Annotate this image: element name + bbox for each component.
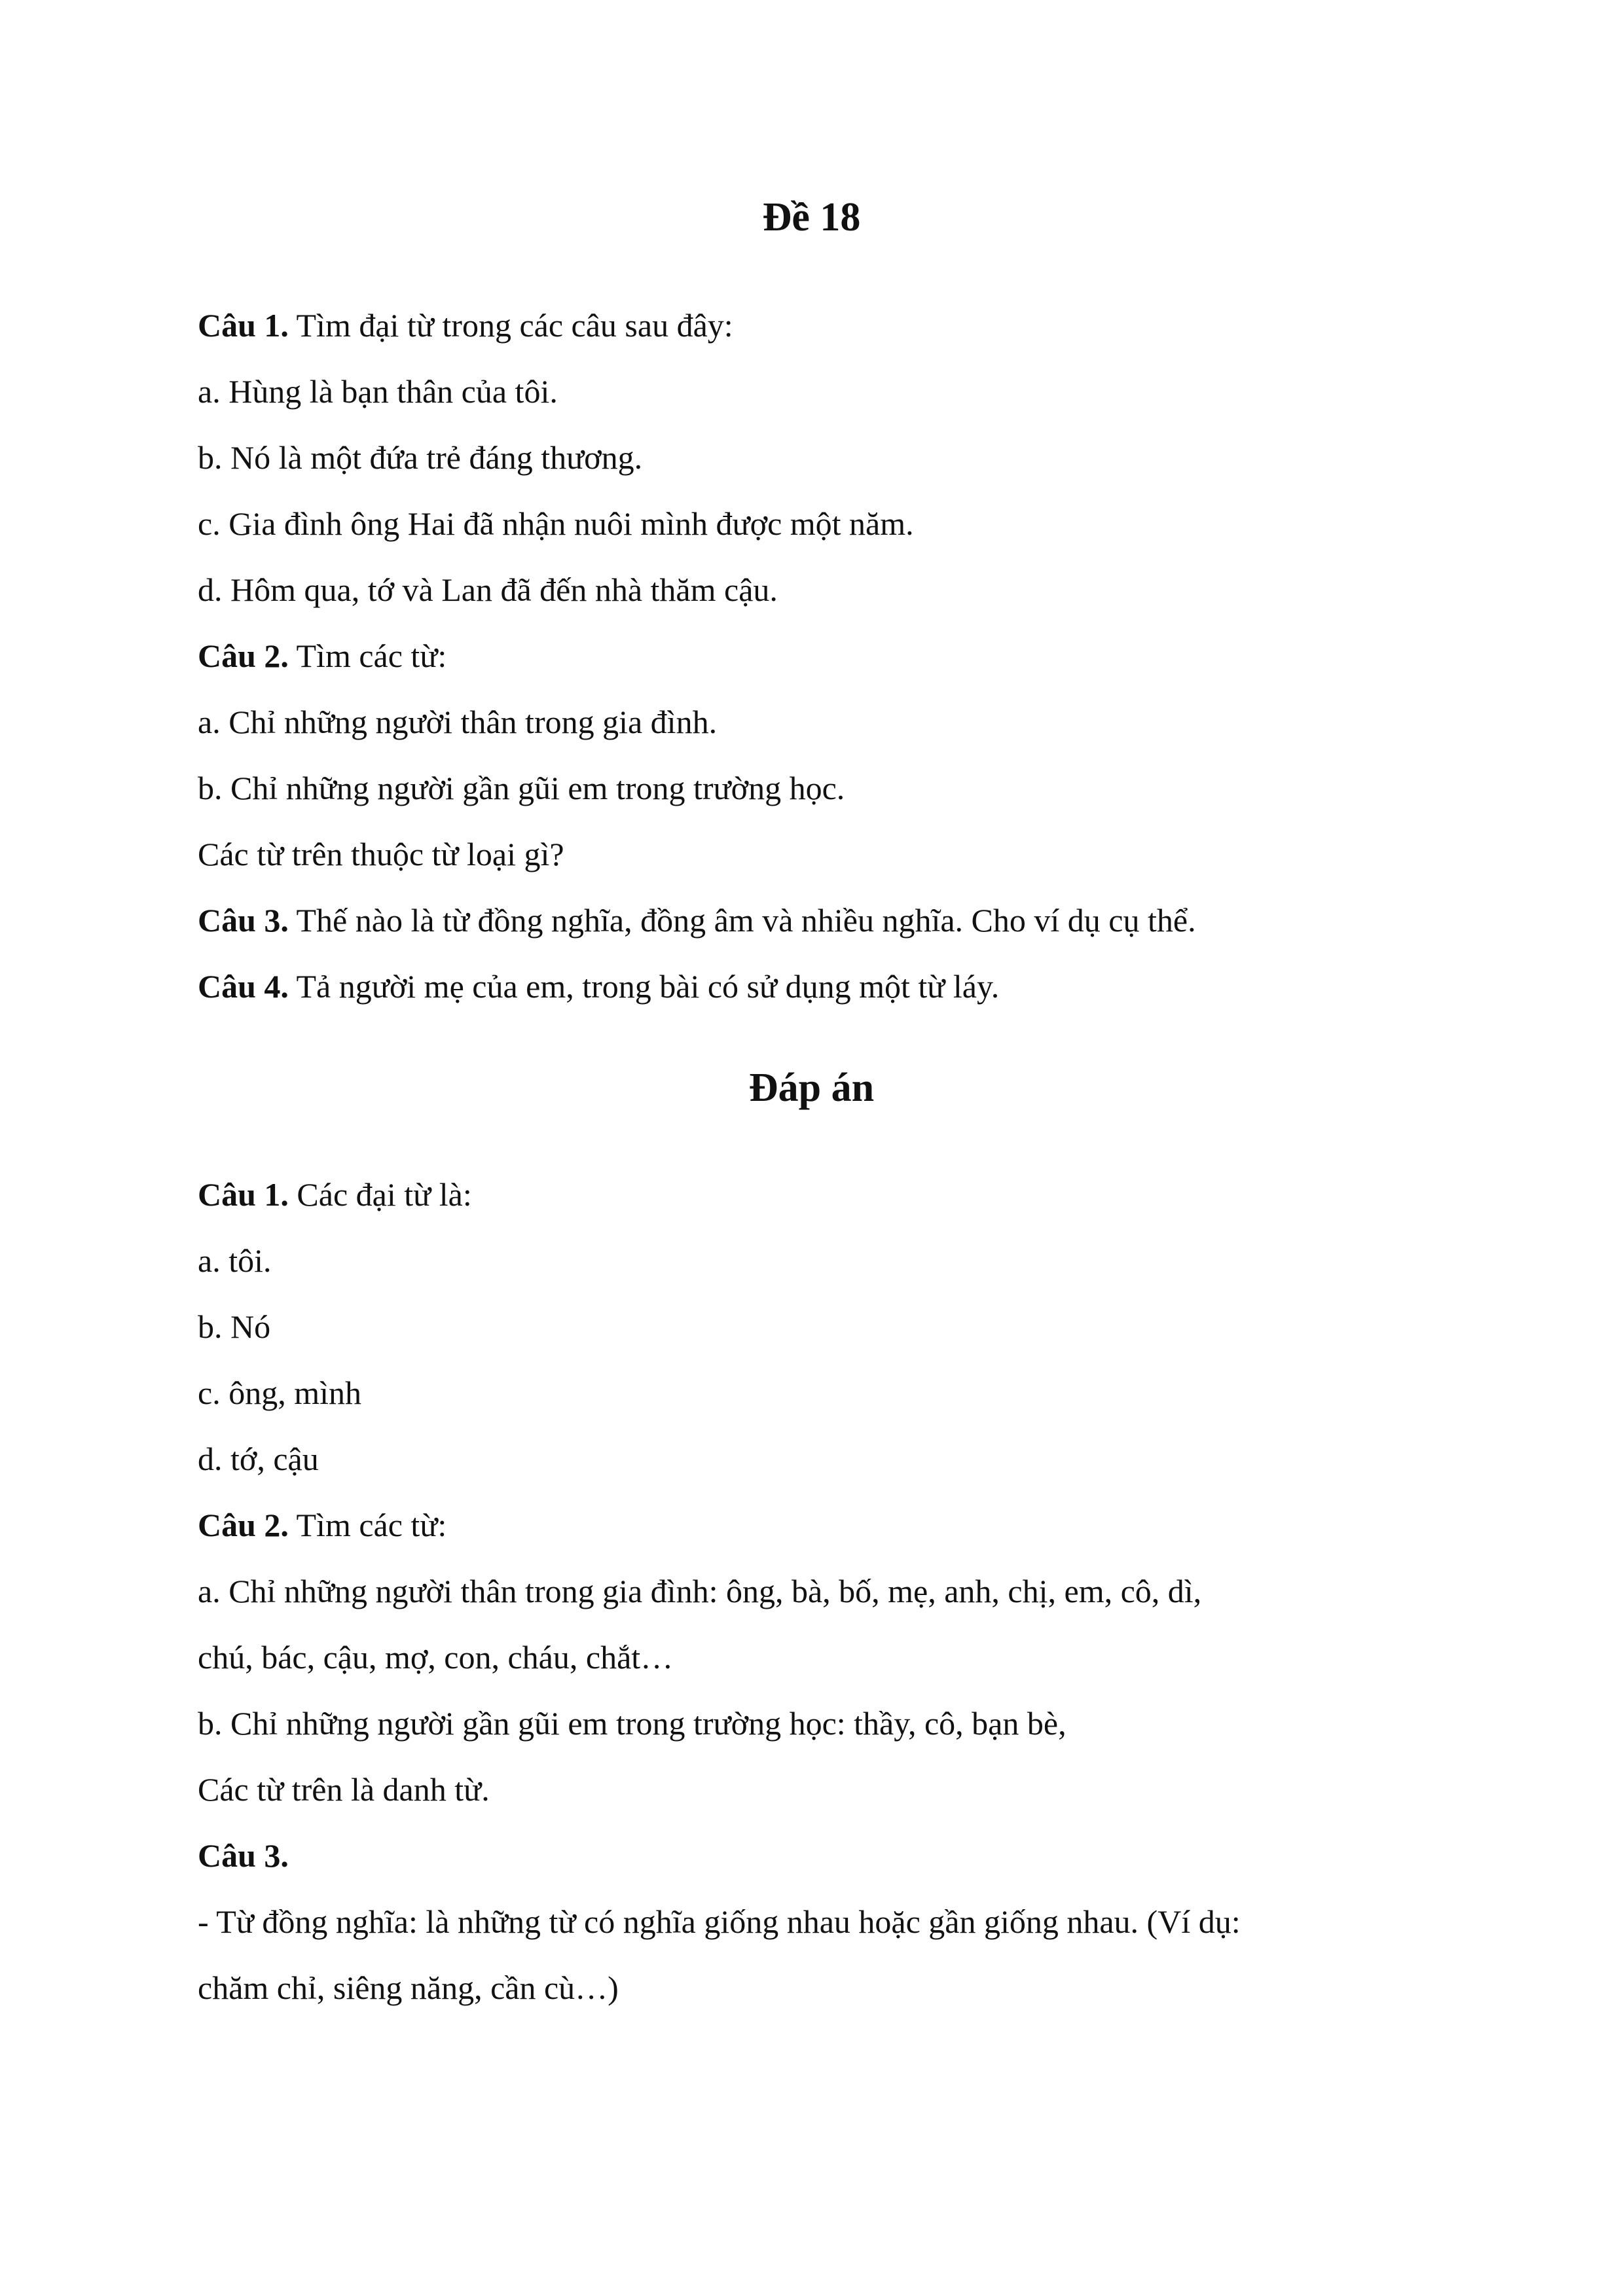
question-3 <box>198 897 1442 943</box>
answer-1-item-c: c. ông, mình <box>198 1374 361 1411</box>
question-3-label: Câu 3. <box>198 902 289 939</box>
question-1-text: Tìm đại từ trong các câu sau đây: <box>288 307 733 344</box>
question-1-item-c: c. Gia đình ông Hai đã nhận nuôi mình được một năm. <box>198 505 914 542</box>
answer-1-label: Câu 1. <box>198 1176 289 1213</box>
answer-1-text: Các đại từ là: <box>288 1176 472 1213</box>
exam-title: Đề 18 <box>762 195 861 240</box>
question-3-text: Thế nào là từ đồng nghĩa, đồng âm và nhiều nghĩa. Cho ví dụ cụ thể. <box>288 902 1196 939</box>
answer-3 <box>198 1833 1442 1878</box>
answer-1-item-b: b. Nó <box>198 1308 271 1345</box>
answer-1-item-d: d. tớ, cậu <box>198 1441 319 1477</box>
question-2-item-c: Các từ trên thuộc từ loại gì? <box>198 836 564 872</box>
question-1-label: Câu 1. <box>198 307 289 344</box>
question-4-label: Câu 4. <box>198 968 289 1005</box>
answer-2-conclusion: Các từ trên là danh từ. <box>198 1771 490 1808</box>
question-1-item-a: a. Hùng là bạn thân của tôi. <box>198 373 558 410</box>
question-2-item-b: b. Chỉ những người gần gũi em trong trường học. <box>198 770 845 806</box>
answer-2 <box>198 1502 1442 1548</box>
answer-2-text: Tìm các từ: <box>288 1507 447 1543</box>
question-2 <box>198 633 1442 679</box>
question-2-item-a: a. Chỉ những người thân trong gia đình. <box>198 704 718 740</box>
answer-3-synonym-example: chăm chỉ, siêng năng, cần cù…) <box>198 1969 619 2006</box>
question-1-item-b: b. Nó là một đứa trẻ đáng thương. <box>198 439 643 476</box>
answer-1 <box>198 1172 1442 1217</box>
answer-3-synonym: - Từ đồng nghĩa: là những từ có nghĩa giống nhau hoặc gần giống nhau. (Ví dụ: <box>198 1903 1241 1940</box>
question-2-label: Câu 2. <box>198 637 289 674</box>
question-4 <box>198 963 1442 1009</box>
answer-2-item-a: a. Chỉ những người thân trong gia đình: ông, bà, bố, mẹ, anh, chị, em, cô, dì, <box>198 1573 1202 1609</box>
answer-1-item-a: a. tôi. <box>198 1242 272 1279</box>
question-2-text: Tìm các từ: <box>288 637 447 674</box>
answer-2-label: Câu 2. <box>198 1507 289 1543</box>
answer-2-item-b: b. Chỉ những người gần gũi em trong trường học: thầy, cô, bạn bè, <box>198 1705 1067 1742</box>
answer-title: Đáp án <box>748 1066 875 1110</box>
question-1 <box>198 302 1442 348</box>
answer-2-item-a-continued: chú, bác, cậu, mợ, con, cháu, chắt… <box>198 1639 674 1676</box>
question-4-text: Tả người mẹ của em, trong bài có sử dụng một từ láy. <box>288 968 1000 1005</box>
answer-3-label: Câu 3. <box>198 1837 289 1874</box>
question-1-item-d: d. Hôm qua, tớ và Lan đã đến nhà thăm cậu. <box>198 571 778 608</box>
